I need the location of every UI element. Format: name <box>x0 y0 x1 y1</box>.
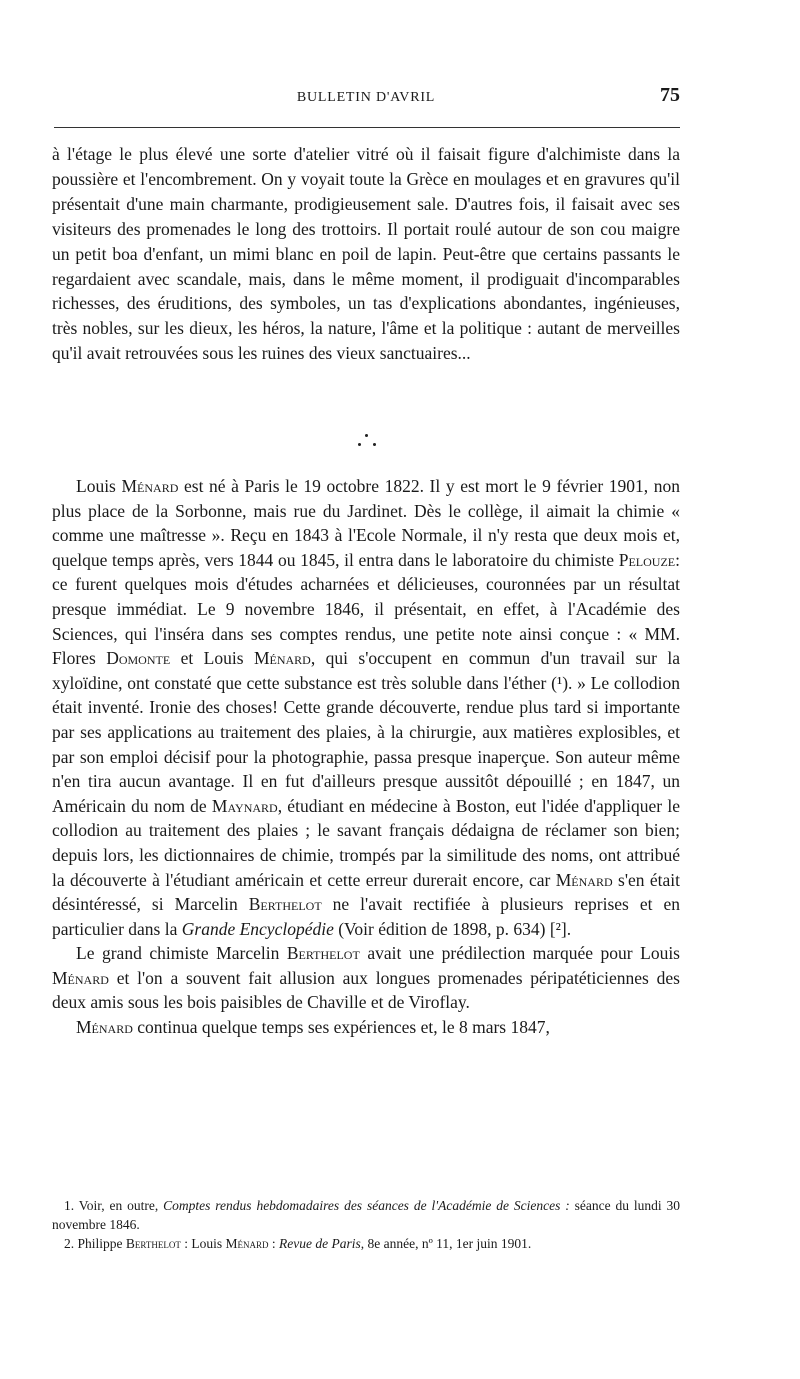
text-run: (Voir édition de 1898, p. 634) [²]. <box>333 918 572 939</box>
section-2 <box>52 474 680 1040</box>
person-name: Ménard <box>121 476 179 496</box>
page-number: 75 <box>660 84 680 106</box>
footnote-2 <box>52 1234 680 1253</box>
header-rule <box>54 127 680 128</box>
footnote-1 <box>52 1196 680 1234</box>
asterism-separator <box>352 426 382 456</box>
text-run: : ce furent quelques mois d'études acharnées et délicieuses, couronnées par un résultat presque immédiat. Le 9 novembre 1846, il présentait, en effet, à l'Académie des Sciences, qui l'inséra dans ses comptes rendus, une petite note ainsi conçue : « MM. Flores <box>52 549 680 669</box>
page-header <box>52 84 680 114</box>
work-title: Comptes rendus hebdomadaires des séances de l'Académie de Sciences : <box>163 1198 570 1213</box>
asterism-dot-left <box>358 443 361 446</box>
work-title: Revue de Paris <box>279 1236 361 1251</box>
person-name: Ménard <box>253 648 311 669</box>
text-run: et Louis <box>170 648 254 669</box>
text-run: , 8e année, nº 11, 1er juin 1901. <box>360 1236 532 1251</box>
text-run: Louis <box>76 476 122 496</box>
person-name: Ménard <box>76 1017 133 1038</box>
text-run: 2. Philippe <box>64 1236 126 1251</box>
work-title: Grande Encyclopédie <box>181 918 334 939</box>
text-run: : <box>268 1236 280 1251</box>
text-run: , qui s'occupent en commun d'un travail sur la xyloïdine, ont constaté que cette substance est très soluble dans l'éther (¹). » Le collodion était inventé. Ironie des choses! Cette grande découverte, rendue plus tard si importante par ses applications au traitement des plaies, à la chirurgie, aux matières explosibles, et par son emploi décisif pour la photographie, passa presque inaperçue. Son auteur même n'en tira aucun avantage. Il en fut d'ailleurs presque aussitôt dépouillé ; en 1847, un Américain du nom de <box>52 648 681 816</box>
asterism-dot-right <box>373 443 376 446</box>
text-run: Le grand chimiste Marcelin <box>76 943 287 964</box>
running-title: BULLETIN D'AVRIL <box>296 90 436 105</box>
paragraph-1: à l'étage le plus élevé une sorte d'atelier vitré où il faisait figure d'alchimiste dans la poussière et l'encombrement. On y voyait toute la Grèce en moulages et en gravures qu'il présentait d'une main charmante, prodigieusement sale. D'autres fois, il faisait avec ses visiteurs des promenades le long des trottoirs. Il portait roulé autour de son cou maigre un petit boa d'enfant, un mimi blanc en poil de lapin. Peut-être que certains passants le regardaient avec scandale, mais, dans le même moment, il prodiguait d'incomparables richesses, des éruditions, des symboles, un tas d'explications abondantes, ingénieuses, très nobles, sur les dieux, les héros, la nature, l'âme et la politique : autant de merveilles qu'il avait retrouvées sous les ruines des vieux sanctuaires... <box>52 144 680 364</box>
text-run: ne l'avait rectifiée à plusieurs reprises et en particulier dans la <box>52 894 680 939</box>
asterism-dot-top <box>365 434 368 437</box>
footnotes <box>52 1196 680 1253</box>
paragraph-continued <box>52 142 680 366</box>
text-run: est né à Paris le 19 octobre 1822. Il y est mort le 9 février 1901, non plus place de la Sorbonne, mais rue du Jardinet. Dès le collège, il aimait la chimie « comme une maîtresse ». Reçu en 1843 à l'Ecole Normale, il n'y resta que deux mois et, quelque temps après, vers 1844 ou 1845, il entra dans le laboratoire du chimiste <box>52 476 680 570</box>
person-name: Ménard <box>555 869 613 890</box>
text-run: : Louis <box>180 1236 226 1251</box>
person-name: Ménard <box>225 1236 269 1251</box>
person-name: Domonte <box>106 648 171 669</box>
text-run: s'en était désintéressé, si Marcelin <box>52 869 680 915</box>
person-name: Pelouze <box>618 549 676 570</box>
text-run: séance du lundi 30 novembre 1846. <box>52 1198 681 1232</box>
text-run: continua quelque temps ses expériences et, le 8 mars 1847, <box>132 1017 550 1038</box>
paragraph-2 <box>52 474 680 941</box>
person-name: Berthelot <box>286 943 360 964</box>
person-name: Maynard <box>211 795 278 816</box>
person-name: Berthelot <box>248 894 322 915</box>
paragraph-3 <box>52 941 680 1015</box>
text-run: avait une prédilection marquée pour Louis <box>359 943 680 964</box>
text-run: 1. Voir, en outre, <box>64 1198 164 1213</box>
text-run: , étudiant en médecine à Boston, eut l'idée d'appliquer le collodion au traitement des plaies ; le savant français dédaigna de réclamer son bien; depuis lors, les dictionnaires de chimie, trompés par la similitude des noms, ont attribué la découverte à l'étudiant américain et cette erreur durerait encore, car <box>52 795 680 890</box>
person-name: Berthelot <box>125 1236 181 1251</box>
person-name: Ménard <box>52 967 109 988</box>
paragraph-4 <box>52 1015 680 1040</box>
text-run: et l'on a souvent fait allusion aux longues promenades péripatéticiennes des deux amis sous les bois paisibles de Chaville et de Viroflay. <box>52 967 680 1013</box>
